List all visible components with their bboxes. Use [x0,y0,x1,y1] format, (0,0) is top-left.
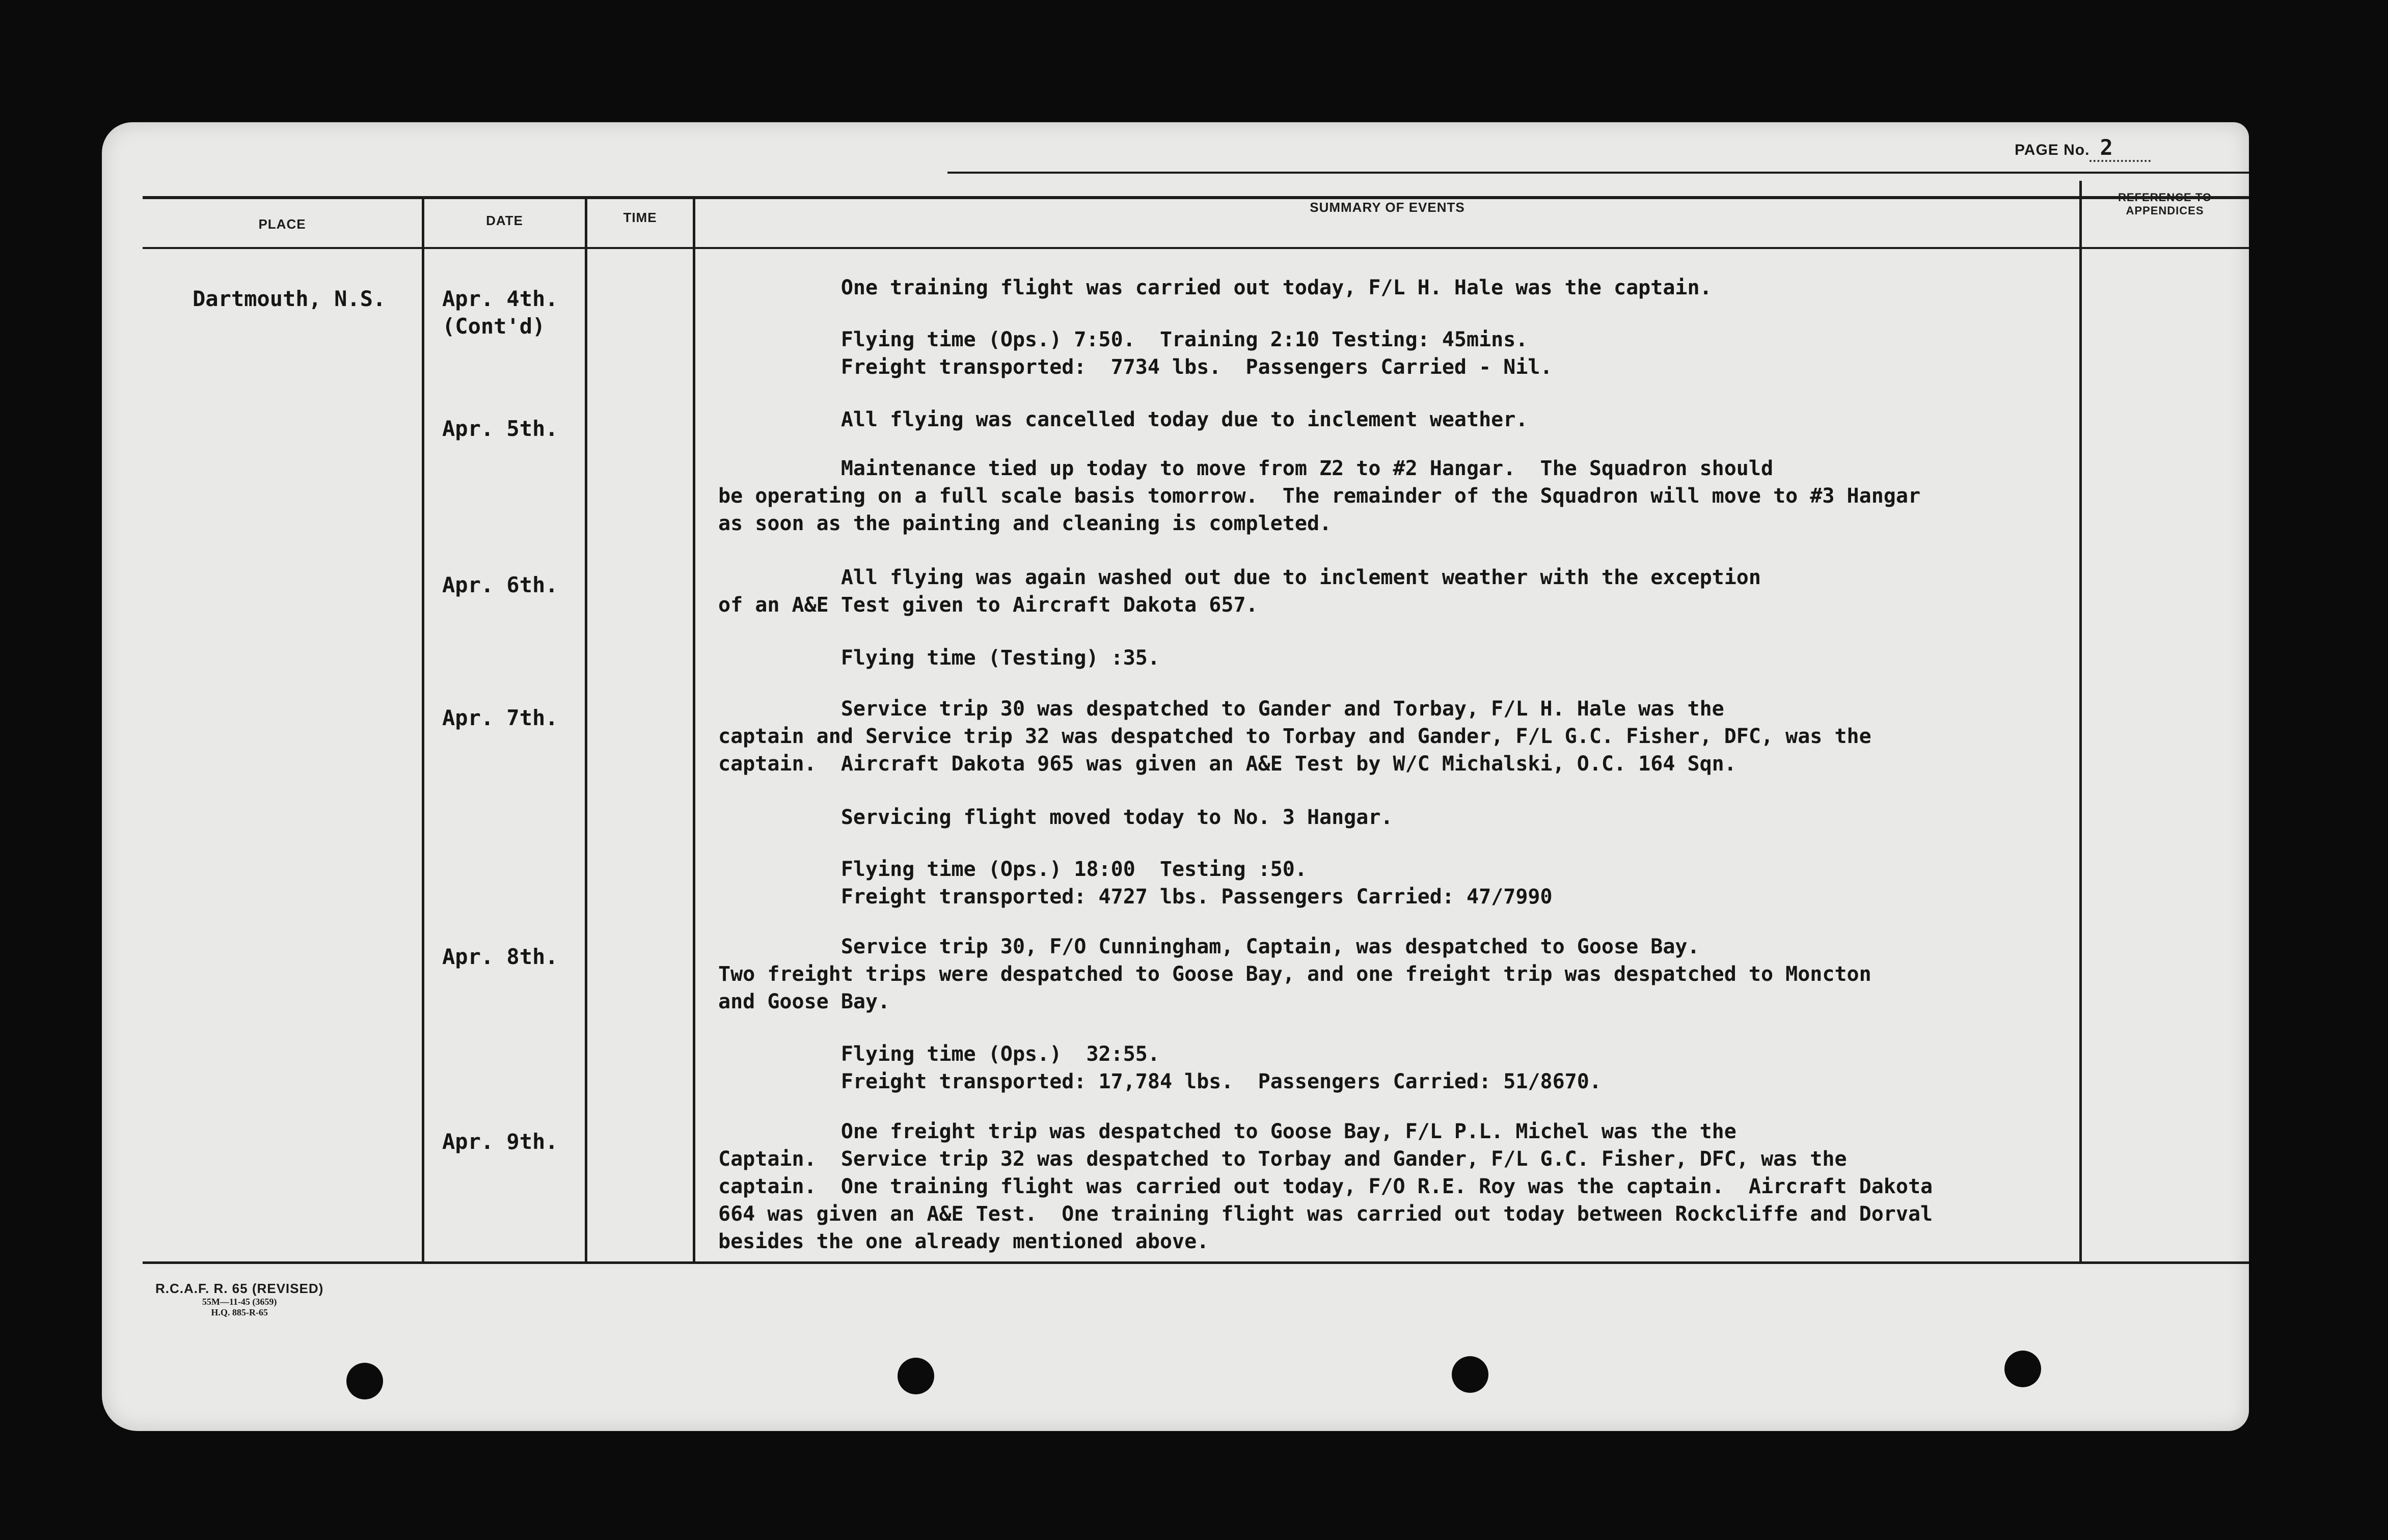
date-apr-8: Apr. 8th. [442,944,558,969]
binder-hole-4 [2004,1351,2041,1387]
entry-apr8-stats: Flying time (Ops.) 32:55. Freight transported: 17,784 lbs. Passengers Carried: 51/8670. [718,1042,1602,1093]
header-summary: SUMMARY OF EVENTS [1310,200,1465,215]
binder-hole-2 [898,1358,934,1394]
entry-apr8-trips: Service trip 30, F/O Cunningham, Captain, was despatched to Goose Bay. Two freight trips were despatched to Goose Bay, and one freight trip was despatched to Moncton and Goose Bay. [718,935,1871,1013]
page-number [2015,135,2151,162]
date-apr-9: Apr. 9th. [442,1129,558,1154]
bottom-rule [143,1261,2249,1264]
top-rule [143,196,2249,199]
form-number [155,1281,323,1318]
date-apr-4: Apr. 4th. (Cont'd) [442,286,558,339]
entry-apr7-trips: Service trip 30 was despatched to Gander and Torbay, F/L H. Hale was the captain and Service trip 32 was despatched to Torbay and Gander, F/L G.C. Fisher, DFC, was the captain. Aircraft Dakota 965 was given an A&E Test by W/C Michalski, O.C. 164 Sqn. [718,697,1871,776]
header-time: TIME [623,210,657,225]
entry-apr6-washout: All flying was again washed out due to inclement weather with the exception of an A&E Test given to Aircraft Dakota 657. [718,566,1761,617]
form-title: R.C.A.F. R. 65 (REVISED) [155,1281,324,1296]
header-rule [143,247,2249,249]
form-print-code: 55M—11-45 (3659) [202,1297,277,1307]
entry-apr4-stats: Flying time (Ops.) 7:50. Training 2:10 Testing: 45mins. Freight transported: 7734 lbs. Passengers Carried - Nil. [718,328,1553,379]
header-place: PLACE [258,216,306,232]
entry-apr9-trips: One freight trip was despatched to Goose Bay, F/L P.L. Michel was the the Captain. Service trip 32 was despatched to Torbay and Gander, F/L G.C. Fisher, DFC, was the captain. One training flight was carried out today, F/O R.E. Roy was the captain. Aircraft Dakota 664 was given an A&E Test. One training flight was carried out today between Rockcliffe and Dorval besides the one already mentioned above. [718,1120,1933,1253]
date-apr-7: Apr. 7th. [442,705,558,730]
col-divider-place [422,196,424,1264]
header-date: DATE [486,213,523,228]
binder-hole-3 [1452,1356,1488,1393]
binder-hole-1 [346,1363,383,1399]
entry-apr7-servicing: Servicing flight moved today to No. 3 Hangar. [718,806,1393,829]
date-apr-5: Apr. 5th. [442,416,558,441]
page-number-value: 2 [2090,135,2151,162]
page-number-label: PAGE No. [2015,142,2090,158]
entry-apr7-stats: Flying time (Ops.) 18:00 Testing :50. Freight transported: 4727 lbs. Passengers Carried: 47/7990 [718,858,1553,909]
entry-apr6-stats: Flying time (Testing) :35. [718,646,1160,670]
header-reference: REFERENCE TO APPENDICES [2118,191,2212,217]
date-apr-6: Apr. 6th. [442,572,558,597]
form-hq-code: H.Q. 885-R-65 [211,1307,268,1317]
entry-apr5-maintenance: Maintenance tied up today to move from Z2 to #2 Hangar. The Squadron should be operating on a full scale basis tomorrow. The remainder of the Squadron will move to #3 Hangar as soon as the painting and cleaning is completed. [718,457,1921,535]
col-divider-time [693,196,695,1264]
place-value: Dartmouth, N.S. [193,286,386,311]
top-rule-thin [947,172,2249,174]
entry-apr4-training: One training flight was carried out today, F/L H. Hale was the captain. [718,276,1712,299]
entry-apr5-cancel: All flying was cancelled today due to inclement weather. [718,408,1528,431]
col-divider-date [585,196,587,1264]
col-divider-summary [2079,181,2082,1264]
